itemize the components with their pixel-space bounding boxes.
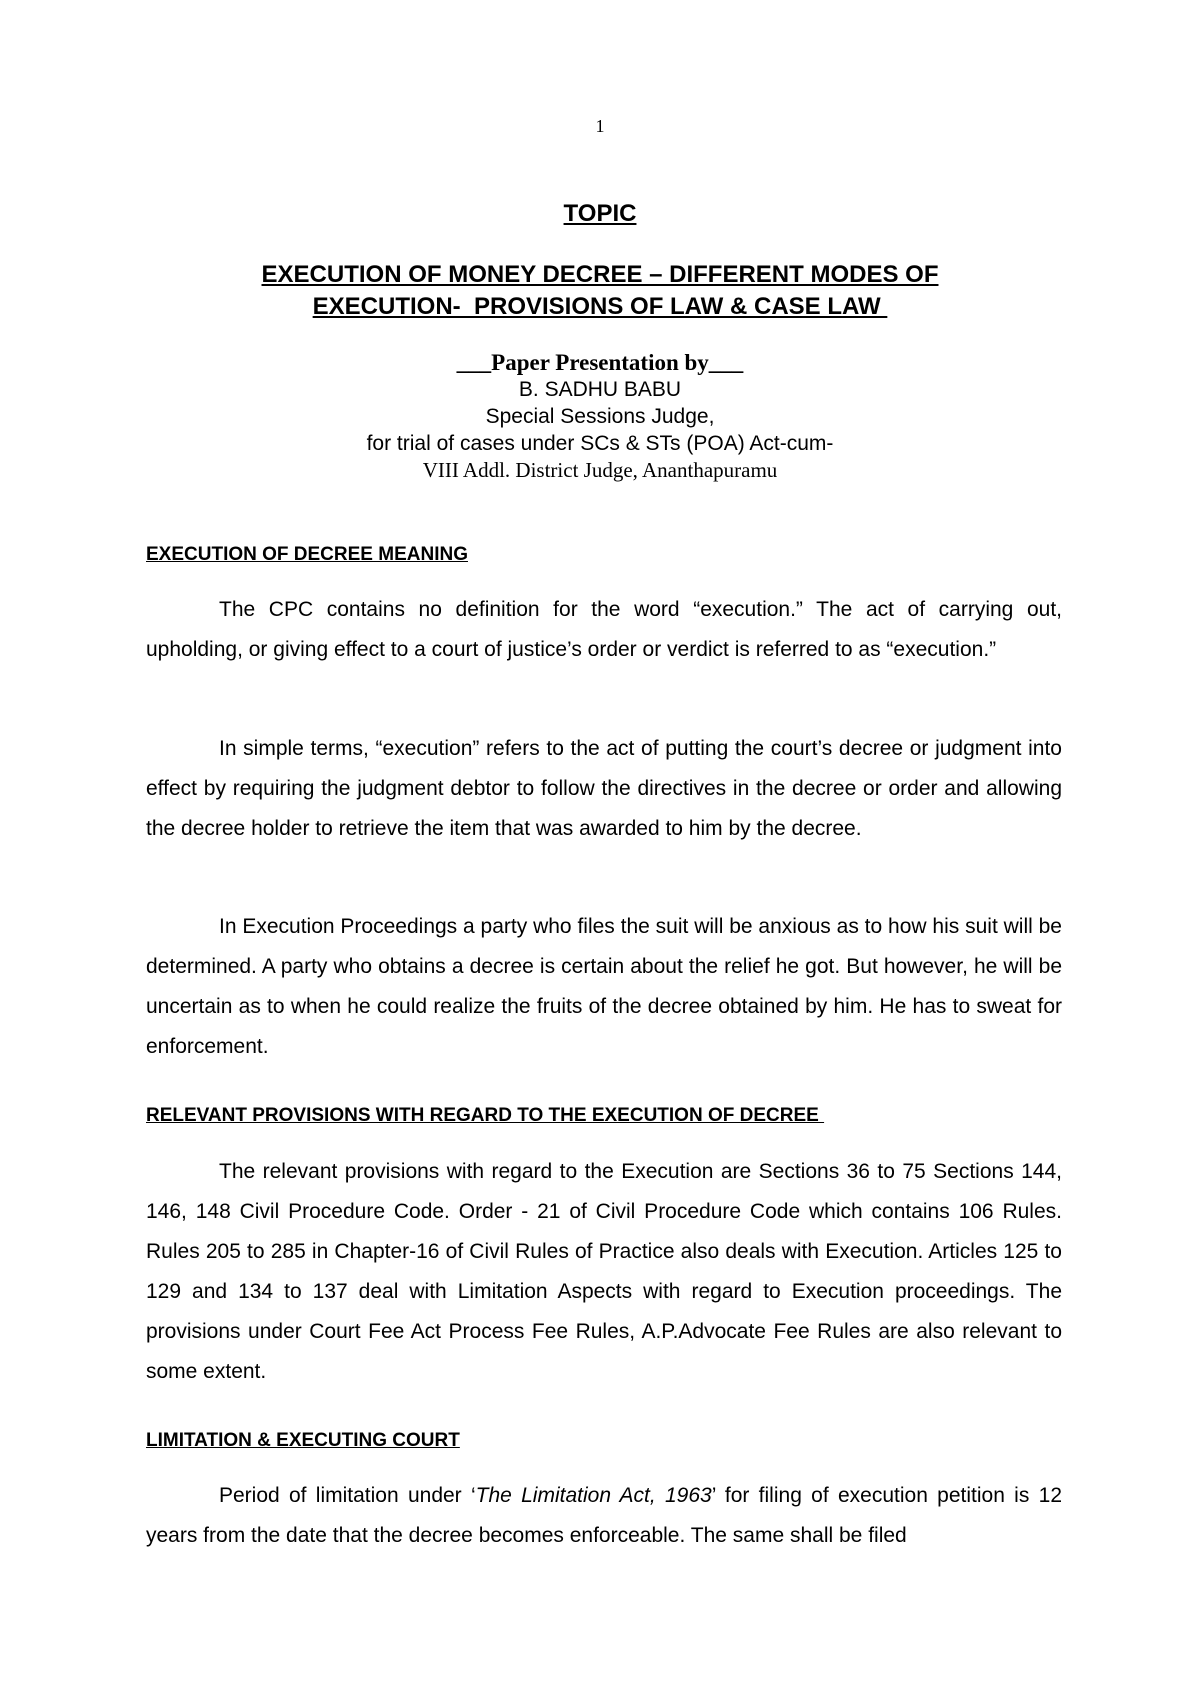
- page-number: 1: [595, 116, 605, 136]
- paragraph-limitation-1: [146, 1476, 1062, 1556]
- paragraph-meaning-3: In Execution Proceedings a party who files the suit will be anxious as to how his suit will be determined. A party who obtains a decree is certain about the relief he got. But however, he will be uncertain as to when he could realize the fruits of the decree obtained by him. He has to sweat for enforcement.: [146, 915, 1062, 1058]
- presenter-designation-1: Special Sessions Judge,: [485, 405, 715, 428]
- presenter-designation-2: for trial of cases under SCs & STs (POA) Act-cum-: [366, 432, 834, 455]
- presenter-block: [100, 349, 1100, 484]
- paragraph-provisions-1: The relevant provisions with regard to the Execution are Sections 36 to 75 Sections 144, 146, 148 Civil Procedure Code. Order - 21 of Civil Procedure Code which contains 106 Rules. Rules 205 to 285 in Chapter-16 of Civil Rules of Practice also deals with Execution. Articles 125 to 129 and 134 to 137 deal with Limitation Aspects with regard to Execution proceedings. The provisions under Court Fee Act Process Fee Rules, A.P.Advocate Fee Rules are also relevant to some extent.: [146, 1160, 1062, 1383]
- paragraph-meaning-1: The CPC contains no definition for the word “execution.” The act of carrying out, upholding, or giving effect to a court of justice’s order or verdict is referred to as “execution.”: [146, 598, 1062, 661]
- presenter-designation-3: VIII Addl. District Judge, Ananthapuramu: [422, 458, 778, 482]
- section-heading-limitation: LIMITATION & EXECUTING COURT: [146, 1430, 460, 1451]
- section-heading-meaning: EXECUTION OF DECREE MEANING: [146, 544, 468, 565]
- presenter-name: B. SADHU BABU: [518, 378, 682, 401]
- title-line-2: EXECUTION- PROVISIONS OF LAW & CASE LAW: [312, 293, 888, 320]
- title-line-1: EXECUTION OF MONEY DECREE – DIFFERENT MODES OF: [261, 261, 939, 288]
- presenter-by-line: ___Paper Presentation by___: [456, 350, 744, 375]
- section-heading-provisions: RELEVANT PROVISIONS WITH REGARD TO THE EXECUTION OF DECREE: [146, 1105, 825, 1126]
- document-title: [100, 259, 1100, 323]
- limitation-act-title: The Limitation Act, 1963: [475, 1484, 712, 1507]
- limitation-text-before: Period of limitation under ‘: [219, 1484, 476, 1507]
- limitation-text-after: ’ for filing of execution petition is 12 years from the date that the decree becomes enforceable. The same shall be filed: [146, 1484, 1062, 1547]
- paragraph-meaning-2: In simple terms, “execution” refers to the act of putting the court’s decree or judgment into effect by requiring the judgment debtor to follow the directives in the decree or order and allowing the decree holder to retrieve the item that was awarded to him by the decree.: [146, 737, 1062, 840]
- topic-heading: TOPIC: [563, 200, 637, 227]
